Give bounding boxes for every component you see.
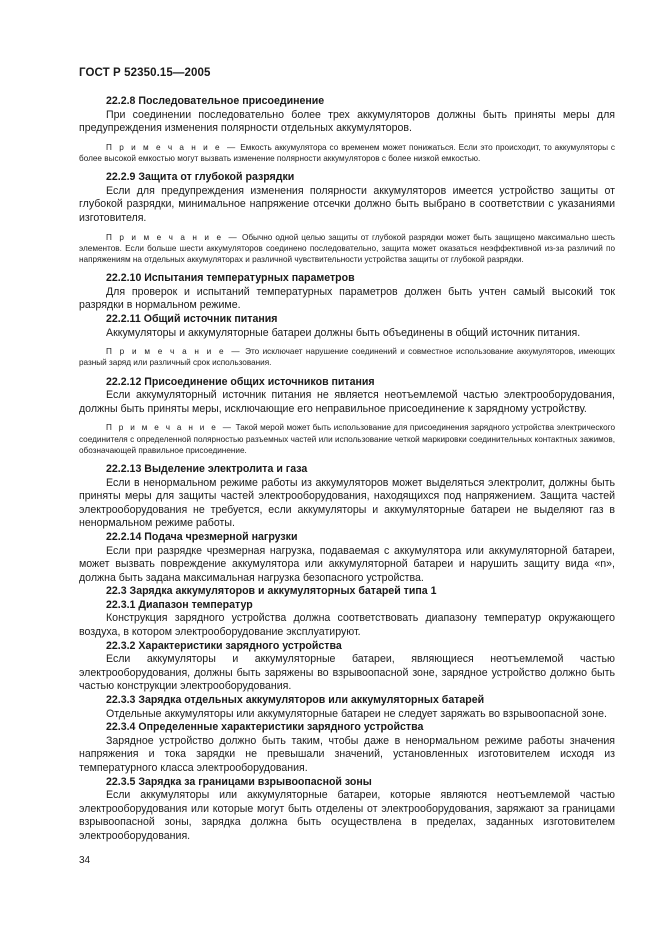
section-heading: 22.2.9 Защита от глубокой разрядки [106, 171, 295, 184]
section-heading: 22.2.11 Общий источник питания [106, 312, 278, 325]
note-text: Такой мерой может быть использование для присоединения зарядного устройства электрического соединителя с определенной полярностью разъемных частей или использование четкой маркировки соединительных контактных зажимов, обозначающей правильное присоединение. [79, 423, 616, 455]
paragraph: Конструкция зарядного устройства должна соответствовать диапазону температур окружающего воздуха, в котором электрооборудование эксплуатируют. [79, 612, 615, 639]
document-header: ГОСТ Р 52350.15—2005 [79, 67, 211, 79]
note [79, 422, 615, 456]
note-label: П р и м е ч а н и е — [106, 347, 242, 357]
note [79, 142, 615, 164]
section-heading: 22.3.4 Определенные характеристики зарядного устройства [106, 721, 424, 734]
section-heading: 22.2.10 Испытания температурных параметров [106, 272, 355, 285]
section-heading: 22.3.2 Характеристики зарядного устройства [106, 639, 342, 652]
section-heading: 22.3.5 Зарядка за границами взрывоопасной зоны [106, 775, 372, 788]
document-body [79, 95, 615, 844]
note-text: Емкость аккумулятора со временем может понижаться. Если это происходит, то аккумуляторы с более высокой емкостью могут вызвать изменение полярности аккумуляторов с более низкой емкостью. [79, 142, 616, 163]
note [79, 346, 615, 368]
paragraph: Если аккумуляторы и аккумуляторные батареи, являющиеся неотъемлемой частью электрооборудования, должны быть заряжены во взрывоопасной зоне, зарядное устройство должно быть частью конструкции электрооборудования. [79, 653, 615, 693]
note-label: П р и м е ч а н и е — [106, 142, 238, 152]
section-heading: 22.3 Зарядка аккумуляторов и аккумуляторных батарей типа 1 [106, 585, 437, 598]
section-heading: 22.2.14 Подача чрезмерной нагрузки [106, 530, 298, 543]
section-heading: 22.2.12 Присоединение общих источников питания [106, 375, 375, 388]
note [79, 232, 615, 266]
paragraph: Для проверок и испытаний температурных параметров должен быть учтен самый высокий ток разрядки в нормальном режиме. [79, 285, 615, 312]
page-number: 34 [79, 855, 91, 866]
section-heading: 22.2.8 Последовательное присоединение [106, 95, 325, 107]
note-label: П р и м е ч а н и е — [106, 423, 234, 433]
paragraph: Зарядное устройство должно быть таким, чтобы даже в ненормальном режиме работы значения напряжения и тока зарядки не превышали значений, установленных изготовителем исходя из температурного класса электрооборудования. [79, 734, 615, 774]
note-text: Это исключает нарушение соединений и совместное использование аккумуляторов, имеющих разный заряд или различный срок использования. [79, 347, 616, 368]
section-heading: 22.3.3 Зарядка отдельных аккумуляторов или аккумуляторных батарей [106, 694, 485, 707]
paragraph: Если аккумуляторы или аккумуляторные батареи, которые являются неотъемлемой частью электрооборудования или которые могут быть отделены от электрооборудования, заряжают за границами взрывоопасной зоны, зарядка должна быть осуществлена в пределах, заданных изготовителем электрооборудования. [79, 789, 615, 842]
paragraph: Если аккумуляторный источник питания не является неотъемлемой частью электрооборудования, должны быть приняты меры, исключающие его неправильное присоединение к зарядному устройству. [79, 389, 615, 415]
paragraph: Если в ненормальном режиме работы из аккумуляторов может выделяться электролит, должны быть приняты меры для защиты частей электрооборудования, находящихся под напряжением. Защита частей электрооборудования не требуется, если аккумуляторы и аккумуляторные батареи не выделяют газ в ненормальном режиме работы. [79, 476, 615, 530]
note-text: Обычно одной целью защиты от глубокой разрядки может быть защищено максимально шесть элементов. Если больше шести аккумуляторов соединено последовательно, защита может оказаться неэффективной из-за различий по напряжениям на отдельных аккумуляторах и различной чувствительности устройства защиты от глубокой разрядки. [79, 232, 616, 264]
paragraph: Отдельные аккумуляторы или аккумуляторные батареи не следует заряжать во взрывоопасной зоне. [106, 707, 607, 720]
section-heading: 22.2.13 Выделение электролита и газа [106, 462, 308, 475]
note-label: П р и м е ч а н и е — [106, 232, 239, 242]
section-heading: 22.3.1 Диапазон температур [106, 598, 253, 611]
paragraph: Аккумуляторы и аккумуляторные батареи должны быть объединены в общий источник питания. [106, 326, 581, 339]
paragraph: Если для предупреждения изменения полярности аккумуляторов имеется устройство защиты от глубокой разрядки, минимальное напряжение отсечки должно быть выбрано в соответствии с указаниями изготовителя. [79, 184, 615, 224]
paragraph: При соединении последовательно более трех аккумуляторов должны быть приняты меры для предупреждения изменения полярности отдельных аккумуляторов. [79, 108, 615, 135]
paragraph: Если при разрядке чрезмерная нагрузка, подаваемая с аккумулятора или аккумуляторной батареи, может вызвать повреждение аккумулятора или аккумуляторной батареи и нарушить защиту вида «n», должна быть задана максимальная нагрузка безопасного устройства. [79, 544, 615, 584]
